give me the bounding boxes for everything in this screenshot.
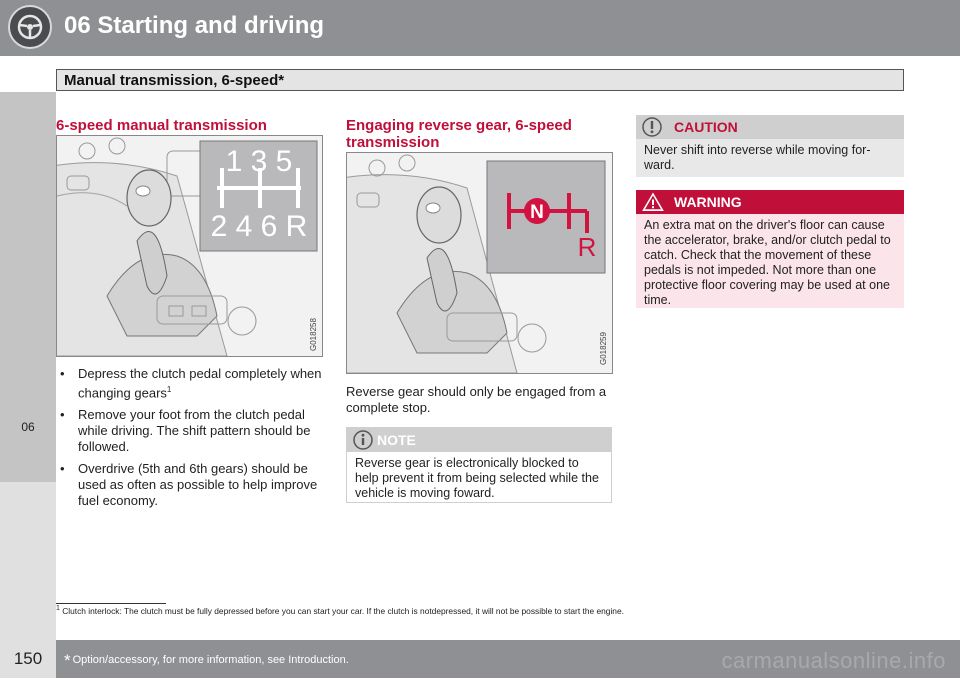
note-box	[346, 427, 612, 503]
section-title: Manual transmission, 6-speed*	[64, 72, 285, 89]
heading-manual-transmission: 6-speed manual transmission	[56, 117, 267, 134]
warning-box	[636, 190, 904, 308]
caution-text: Never shift into reverse while moving forward.	[644, 143, 871, 172]
caution-label: CAUTION	[674, 119, 738, 135]
reverse-gear-figure	[346, 152, 613, 374]
footer-note: * Option/accessory, for more information, see Introduction.	[64, 651, 349, 670]
gear-shift-illustration	[57, 136, 322, 356]
heading-reverse-gear: Engaging reverse gear, 6-speed transmission	[346, 117, 572, 151]
gear-pattern-top: 1 3 5	[225, 145, 293, 178]
warning-triangle-icon	[642, 192, 664, 212]
list-item: • Overdrive (5th and 6th gears) should be used as often as possible to help improve fuel economy.	[56, 461, 326, 509]
chapter-title: 06 Starting and driving	[64, 12, 325, 39]
warning-text: An extra mat on the driver's floor can cause the accelerator, brake, and/or clutch pedal to catch. Check that the movement of these pedals is not impeded. Not more than one protective floor covering may be used at one time.	[644, 218, 891, 307]
list-item: • Remove your foot from the clutch pedal while driving. The shift pattern should be followed.	[56, 407, 326, 455]
steering-wheel-icon	[8, 5, 52, 49]
footnote: $^1$ Clutch interlock: The clutch must be fully depressed before you can start your car. If the clutch is notdepressed, it will not be possible to start the engine.	[56, 605, 624, 616]
neutral-label: N	[530, 202, 544, 223]
figure-code: G018258	[309, 318, 318, 351]
note-header	[347, 428, 611, 452]
side-margin	[0, 482, 56, 640]
gear-shift-figure	[56, 135, 323, 357]
chapter-tab-number: 06	[21, 420, 35, 434]
info-icon	[353, 430, 373, 450]
exclamation-icon	[642, 117, 662, 137]
chapter-header	[0, 0, 960, 56]
instruction-list	[56, 366, 326, 515]
reverse-gear-paragraph: Reverse gear should only be engaged from a complete stop.	[346, 384, 607, 415]
warning-header	[636, 190, 904, 214]
footnote-divider	[56, 603, 166, 604]
reverse-label: R	[577, 232, 597, 262]
note-text: Reverse gear is electronically blocked to help prevent it from being selected while the vehicle is moving foward.	[355, 456, 599, 500]
figure-code: G018259	[599, 332, 608, 365]
section-header	[56, 69, 904, 91]
watermark: carmanualsonline.info	[721, 648, 946, 673]
gear-pattern-bottom: 2 4 6 R	[210, 210, 308, 243]
note-label: NOTE	[377, 432, 416, 448]
reverse-gear-illustration	[347, 153, 612, 373]
warning-label: WARNING	[674, 194, 742, 210]
list-item: • Depress the clutch pedal completely when changing gears$^1$	[56, 366, 326, 401]
caution-header	[636, 115, 904, 139]
caution-box	[636, 115, 904, 177]
page-number: 150	[0, 640, 56, 678]
